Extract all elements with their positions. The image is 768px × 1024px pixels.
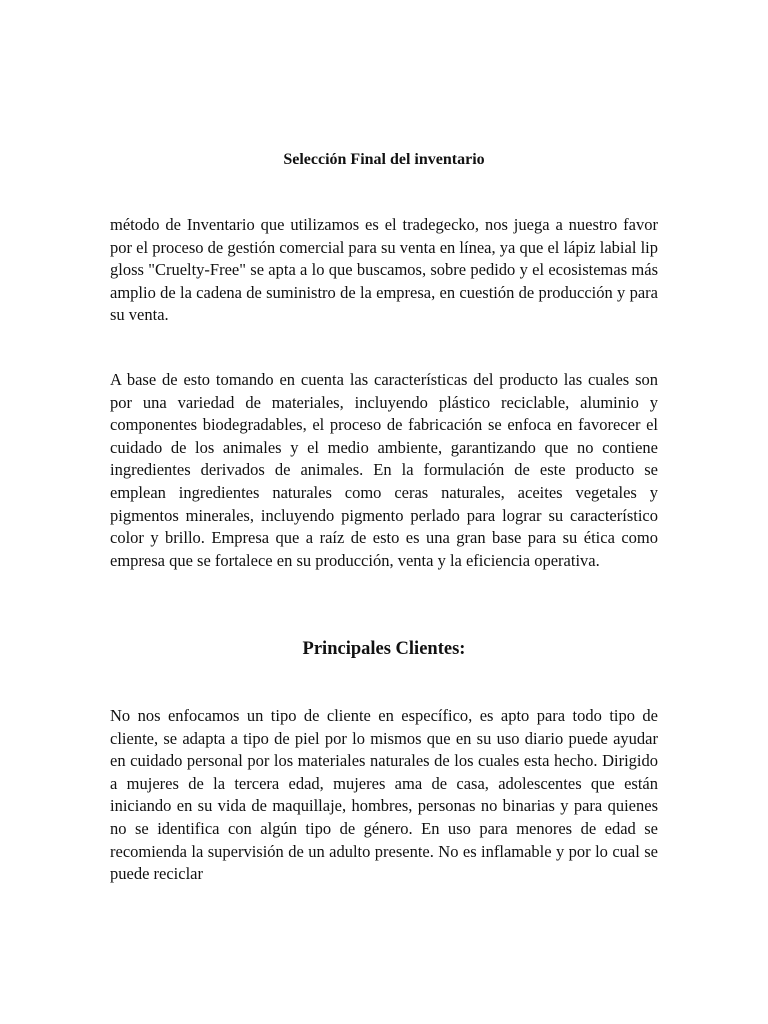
paragraph-main-clients: No nos enfocamos un tipo de cliente en específico, es apto para todo tipo de cliente, se adapta a tipo de piel por lo mismos que en su uso diario puede ayudar en cuidado personal por los materiales naturales de los cuales esta hecho. Dirigido a mujeres de la tercera edad, mujeres ama de casa, adolescentes que están iniciando en su vida de maquillaje, hombres, personas no binarias y para quienes no se identifica con algún tipo de género. En uso para menores de edad se recomienda la supervisión de un adulto presente. No es inflamable y por lo cual se puede reciclar [110, 706, 658, 884]
section-heading-main-clients: Principales Clientes: [302, 639, 466, 659]
paragraph-product-characteristics: A base de esto tomando en cuenta las características del producto las cuales son por una variedad de materiales, incluyendo plástico reciclable, aluminio y componentes biodegradables, el proceso de fabricación se enfoca en favorecer el cuidado de los animales y el medio ambiente, garantizando que no contiene ingredientes derivados de animales. En la formulación de este producto se emplean ingredientes naturales como ceras naturales, aceites vegetales y pigmentos minerales, incluyendo pigmento perlado para lograr su característico color y brillo. Empresa que a raíz de esto es una gran base para su ética como empresa que se fortalece en su producción, venta y la eficiencia operativa. [110, 370, 658, 570]
document-title: Selección Final del inventario [283, 151, 485, 168]
paragraph-inventory-method: método de Inventario que utilizamos es el tradegecko, nos juega a nuestro favor por el proceso de gestión comercial para su venta en línea, ya que el lápiz labial lip gloss "Cruelty-Free" se apta a lo que buscamos, sobre pedido y el ecosistemas más amplio de la cadena de suministro de la empresa, en cuestión de producción y para su venta. [110, 215, 658, 325]
